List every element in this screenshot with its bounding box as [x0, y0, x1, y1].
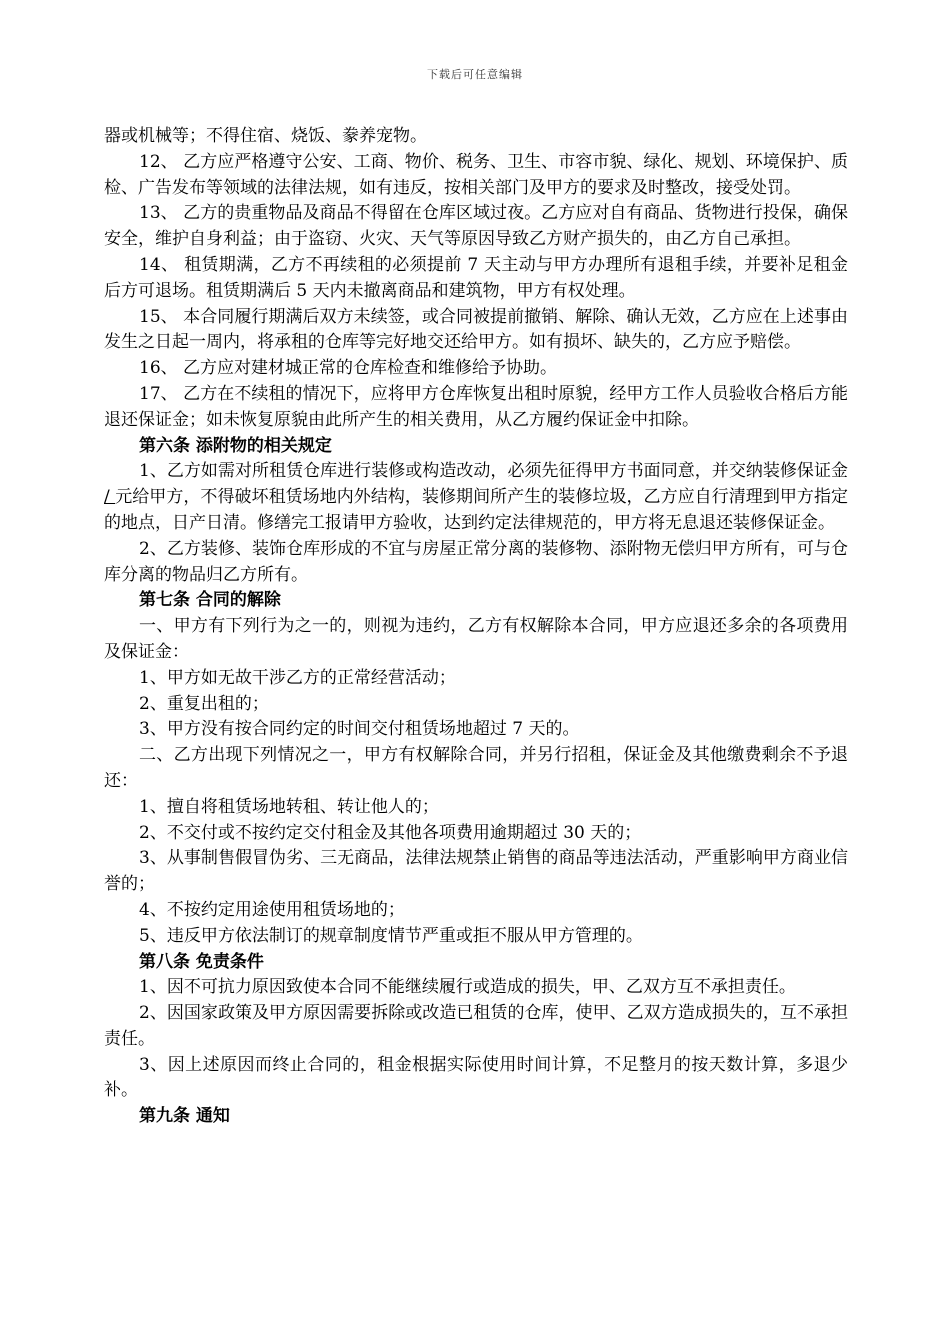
paragraph: 器或机械等；不得住宿、烧饭、豢养宠物。 — [104, 126, 427, 146]
clause-13: 13、 乙方的贵重物品及商品不得留在仓库区域过夜。乙方应对自有商品、货物进行投保，确保安全，维护自身利益；由于盗窃、火灾、天气等原因导致乙方财产损失的，由乙方自己承担。 — [104, 203, 848, 250]
list-item: 2、不交付或不按约定交付租金及其他各项费用逾期超过 30 天的； — [139, 822, 642, 843]
section-heading-8: 第八条 免责条件 — [139, 951, 264, 972]
section-heading-7: 第七条 合同的解除 — [139, 590, 281, 611]
list-item: 3、甲方没有按合同约定的时间交付租赁场地超过 7 天的。 — [139, 719, 580, 740]
decoration-deposit-clause — [104, 459, 848, 536]
list-item: 4、不按约定用途使用租赁场地的； — [139, 899, 405, 920]
list-item: 3、因上述原因而终止合同的，租金根据实际使用时间计算，不足整月的按天数计算，多退少补。 — [104, 1054, 848, 1101]
list-item: 1、甲方如无故干涉乙方的正常经营活动； — [139, 667, 456, 688]
section-heading-9: 第九条 通知 — [139, 1106, 230, 1127]
list-item: 1、因不可抗力原因致使本合同不能继续履行或造成的损失，甲、乙双方互不承担责任。 — [139, 977, 796, 998]
fixtures-ownership-clause: 2、乙方装修、装饰仓库形成的不宜与房屋正常分离的装修物、添附物无偿归甲方所有，可与仓库分离的物品归乙方所有。 — [104, 538, 848, 585]
list-item: 5、违反甲方依法制订的规章制度情节严重或拒不服从甲方管理的。 — [139, 925, 643, 946]
list-intro: 一、甲方有下列行为之一的，则视为违约，乙方有权解除本合同，甲方应退还多余的各项费用及保证金： — [104, 616, 848, 662]
list-intro: 二、乙方出现下列情况之一，甲方有权解除合同，并另行招租，保证金及其他缴费剩余不予退还： — [104, 745, 848, 791]
clause-12: 12、 乙方应严格遵守公安、工商、物价、税务、卫生、市容市貌、绿化、规划、环境保护、质检、广告发布等领域的法律法规，如有违反，按相关部门及甲方的要求及时整改，接受处罚。 — [104, 151, 848, 198]
list-item: 2、因国家政策及甲方原因需要拆除或改造已租赁的仓库，使甲、乙双方造成损失的，互不承担责任。 — [104, 1003, 848, 1049]
header-note: 下载后可任意编辑 — [427, 68, 523, 81]
contract-body — [104, 124, 848, 1130]
clause-14: 14、 租赁期满，乙方不再续租的必须提前 7 天主动与甲方办理所有退租手续，并要补足租金后方可退场。租赁期满后 5 天内未撤离商品和建筑物，甲方有权处理。 — [104, 254, 848, 301]
section-heading-6: 第六条 添附物的相关规定 — [139, 435, 332, 456]
clause-15: 15、 本合同履行期满后双方未续签，或合同被提前撤销、解除、确认无效，乙方应在上述事由发生之日起一周内，将承租的仓库等完好地交还给甲方。如有损坏、缺失的，乙方应予赔偿。 — [104, 306, 848, 353]
clause-text: 元给甲方，不得破坏租赁场地内外结构，装修期间所产生的装修垃圾，乙方应自行清理到甲方指定的地点，日产日清。修缮完工报请甲方验收，达到约定法律规范的，甲方将无息退还装修保证金。 — [104, 487, 849, 533]
deposit-amount-blank: / — [104, 487, 116, 508]
clause-16: 16、 乙方应对建材城正常的仓库检查和维修给予协助。 — [139, 358, 558, 379]
list-item: 2、重复出租的； — [139, 693, 269, 714]
list-item: 1、擅自将租赁场地转租、转让他人的； — [139, 796, 439, 817]
clause-text: 1、乙方如需对所租赁仓库进行装修或构造改动，必须先征得甲方书面同意，并交纳装修保证金 — [139, 461, 848, 482]
list-item: 3、从事制售假冒伪劣、三无商品，法律法规禁止销售的商品等违法活动，严重影响甲方商业信誉的； — [104, 848, 848, 895]
clause-17: 17、 乙方在不续租的情况下，应将甲方仓库恢复出租时原貌，经甲方工作人员验收合格后方能退还保证金；如未恢复原貌由此所产生的相关费用，从乙方履约保证金中扣除。 — [104, 383, 848, 430]
